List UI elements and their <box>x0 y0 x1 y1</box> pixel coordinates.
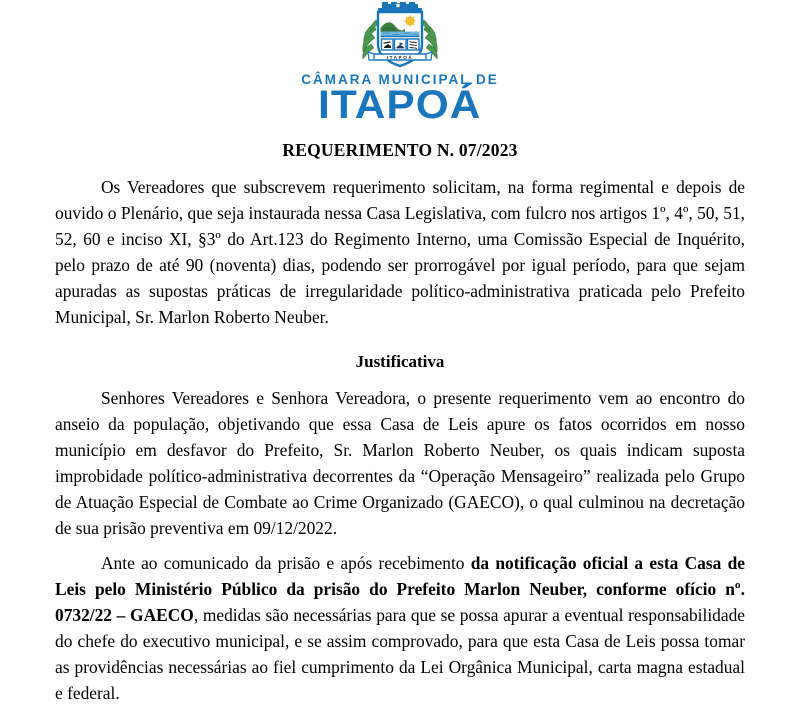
document-header <box>0 0 800 128</box>
paragraph-requerimento: Os Vereadores que subscrevem requerimento solicitam, na forma regimental e depois de ouvido o Plenário, que seja instaurada nessa Casa Legislativa, com fulcro nos artigos 1º, 4º, 50, 51, 52, 60 e inciso XI, §3º do Art.123 do Regimento Interno, uma Comissão Especial de Inquérito, pelo prazo de até 90 (noventa) dias, podendo ser prorrogável por igual período, para que sejam apuradas as supostas práticas de irregularidade político-administrativa praticada pelo Prefeito Municipal, Sr. Marlon Roberto Neuber. <box>55 177 745 327</box>
logo-line-camara-municipal-de: CÂMARA MUNICIPAL DE <box>301 72 499 87</box>
paragraph-justificativa-1: Senhores Vereadores e Senhora Vereadora, o presente requerimento vem ao encontro do anseio da população, objetivando que essa Casa de Leis apure os fatos ocorridos em nosso município em desfavor do Prefeito, Sr. Marlon Roberto Neuber, os quais indicam suposta improbidade político-administrativa decorrentes da “Operação Mensageiro” realizada pelo Grupo de Atuação Especial de Combate ao Crime Organizado (GAECO), o qual culminou na decretação de sua prisão preventiva em 09/12/2022. <box>55 388 745 538</box>
section-heading-justificativa: Justificativa <box>355 352 445 371</box>
paragraph-justificativa-2 <box>55 550 745 706</box>
logo-line-itapoa: ITAPOÁ <box>318 82 482 127</box>
paragraph-3-text-lead: Ante ao comunicado da prisão e após recebimento <box>101 553 471 573</box>
document-body <box>0 140 800 706</box>
logo-wordmark <box>301 73 499 125</box>
svg-text:ITAPOÁ: ITAPOÁ <box>386 54 414 60</box>
paragraph-3-bold-emphasis: da notificação oficial a esta Casa de Leis pelo Ministério Público da prisão do Prefeito Marlon Neuber, conforme ofício nº. 0732/22 – GAECO <box>55 553 745 625</box>
document-title: REQUERIMENTO N. 07/2023 <box>282 140 518 160</box>
coat-of-arms-crest <box>352 2 448 72</box>
paragraph-3-text-tail: , medidas são necessárias para que se possa apurar a eventual responsabilidade do chefe do executivo municipal, e se assim comprovado, para que esta Casa de Leis possa tomar as providências necessárias ao fiel cumprimento da Lei Orgânica Municipal, carta magna estadual e federal. <box>55 605 746 703</box>
